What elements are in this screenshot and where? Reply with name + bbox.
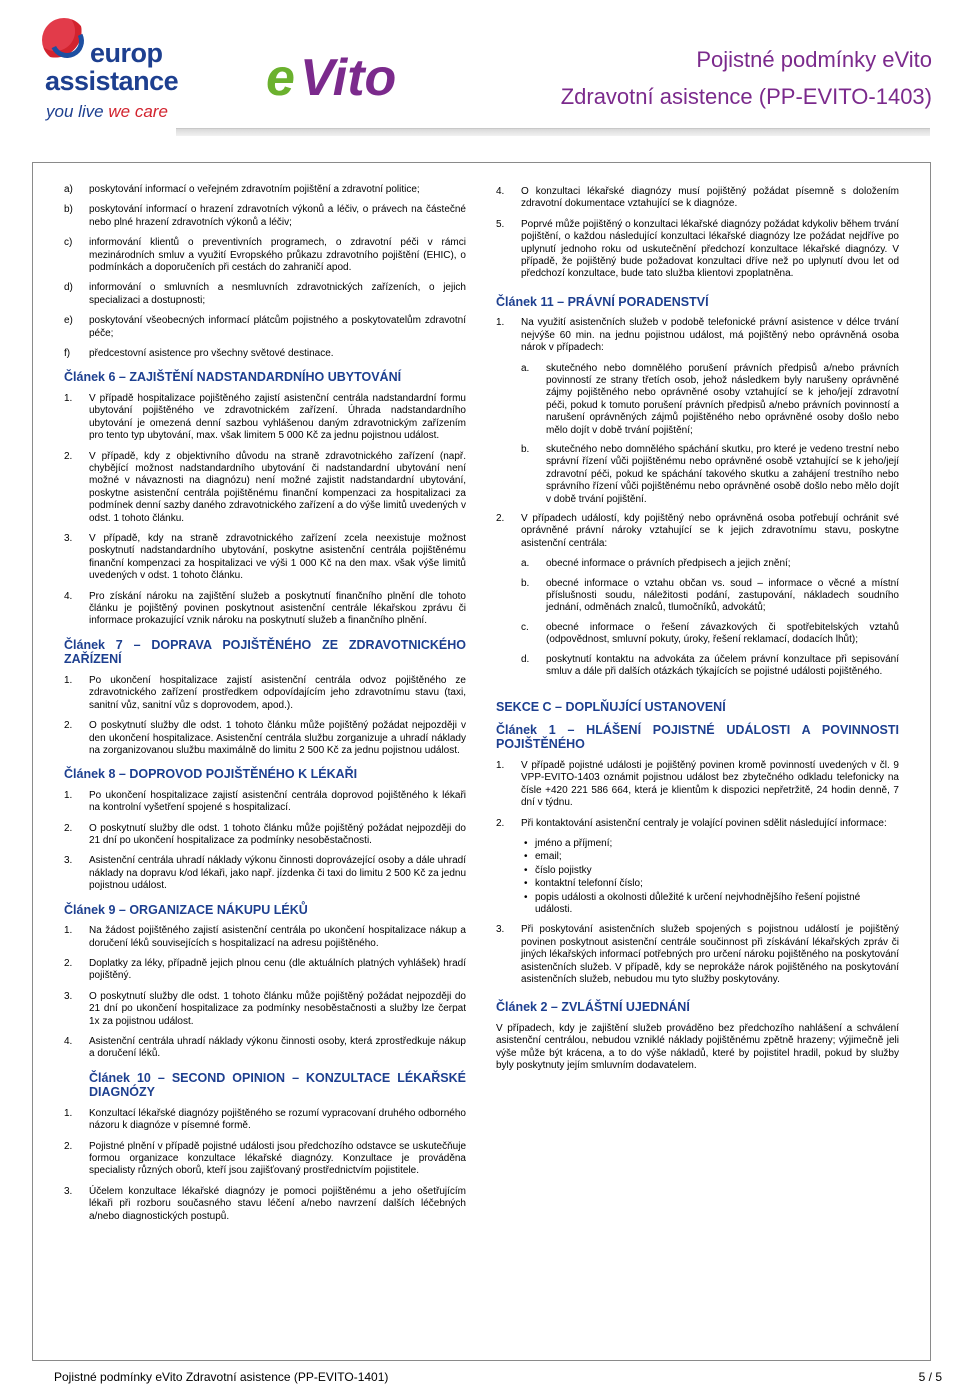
article-10-list bbox=[64, 1108, 466, 1223]
article-6-list bbox=[64, 393, 466, 628]
europ-assistance-logo bbox=[40, 14, 179, 124]
article-8-item bbox=[64, 823, 466, 848]
article-6-item-marker: 1. bbox=[64, 392, 73, 404]
article-6-item bbox=[64, 451, 466, 525]
article-8-list bbox=[64, 790, 466, 893]
article-11-subitem bbox=[521, 558, 899, 570]
article-7-list bbox=[64, 675, 466, 757]
article-6-item-text: V případě, kdy z objektivního důvodu na straně zdravotnického zařízení (např. chybějící možnost nadstandardního ubytování či nadstandardní ubytování není možné v návaznosti na diagnózu) není možné zajistit nadstandardní ubytování, poskytne asistenční centrála pojištěnému finanční kompenzaci za hospitalizaci za podmínek denní sazby daného zdravotnického zařízení a do výše limitů uvedených v odst. 1 tohoto článku. bbox=[89, 450, 466, 524]
bullet-icon: • bbox=[524, 878, 528, 890]
article-8-item-text: Asistenční centrála uhradí náklady výkonu činnosti doprovázející osoby a dále uhradí náklady na dopravu k/od lékaři, jako např. jízdenka či taxi do limitu 2 500 Kč za jednu pojistnou událost. bbox=[89, 855, 466, 892]
intro-item bbox=[64, 237, 466, 274]
footer-page-number: 5 / 5 bbox=[918, 1370, 942, 1384]
logo-word-europ: europ bbox=[90, 38, 163, 68]
article-9-item-marker: 3. bbox=[64, 990, 73, 1002]
c-article-1-point-3: 3. Při poskytování asistenčních služeb spojených s pojistnou událostí je pojištěný povinen poskytnout asistenční centrále součinnost při získávání lékařských zpráv či jiných lékařských informací potřebných pro určení nároku pojištěného na poskytování asistenčních služeb. V případě, kdy se neprokáže nárok pojištěného na poskytování asistenčních služeb, nebudou mu tyto služby poskytovány. bbox=[496, 924, 899, 985]
article-7-heading: Článek 7 – DOPRAVA POJIŠTĚNÉHO ZE ZDRAVOTNICKÉHO ZAŘÍZENÍ bbox=[64, 637, 466, 667]
article-9-item bbox=[64, 1036, 466, 1061]
c-article-1-bullets bbox=[496, 838, 899, 916]
intro-item-text: předcestovní asistence pro všechny světové destinace. bbox=[89, 348, 334, 360]
bullet-icon: • bbox=[524, 864, 528, 876]
bullet-text: číslo pojistky bbox=[535, 864, 592, 876]
article-10-item-marker: 3. bbox=[64, 1185, 73, 1197]
article-8-item-marker: 1. bbox=[64, 789, 73, 801]
article-10-item-marker: 1. bbox=[64, 1107, 73, 1119]
article-11-subitem-text: skutečného nebo domnělého spáchání skutku, pro které je vedeno trestní nebo správní řízení vůči pojištěnému nebo oprávněné osobě vztahující se k jeho/její zdravotní péči, pokud ke spáchání takového skutku a zahájení trestního nebo správního řízení vůči pojištěnému nebo oprávněné osobě došlo nebo mělo dojít v době trvání pojištění. bbox=[546, 444, 899, 505]
article-7-item bbox=[64, 675, 466, 712]
intro-item-text: poskytování všeobecných informací plátcům pojistného a poskytovatelům zdravotní péče; bbox=[89, 315, 466, 339]
article-11-subitem bbox=[521, 363, 899, 437]
article-6-item-marker: 4. bbox=[64, 590, 73, 602]
article-8-item bbox=[64, 855, 466, 892]
article-10-item-marker: 4. bbox=[496, 186, 505, 197]
article-6-item-marker: 3. bbox=[64, 533, 73, 545]
document-title: Pojistné podmínky eVito bbox=[696, 47, 932, 72]
tagline-part-a: you live bbox=[46, 102, 109, 121]
intro-item-marker: d) bbox=[64, 282, 73, 294]
article-10-item-text: O konzultaci lékařské diagnózy musí pojištěný požádat písemně s doložením zdravotní dokumentace vztahující se k diagnóze. bbox=[521, 186, 899, 210]
article-6-item-text: V případě hospitalizace pojištěného zajistí asistenční centrála nadstandardní formu ubytování pojištěného ve zdravotnickém zařízení. Úhrada nadstandardního ubytování je omezená denní sazbou vyhlášenou daným zdravotnickým zařízením pro tento typ ubytování, max. však limitem 5 000 Kč za jednu pojistnou událost. bbox=[89, 392, 466, 442]
document-subtitle: Zdravotní asistence (PP-EVITO-1403) bbox=[560, 84, 932, 109]
article-6-item bbox=[64, 591, 466, 628]
article-11-subitem-marker: d. bbox=[521, 653, 530, 665]
article-10-item bbox=[496, 219, 899, 281]
header-divider bbox=[176, 128, 930, 136]
article-7-item-text: Po ukončení hospitalizace zajistí asistenční centrála odvoz pojištěného ze zdravotnického zařízení prostředkem odpovídajícím jeho zdravotnímu stavu (taxi, sanitní vůz, sanitní vůz s doprovodem, apod.). bbox=[89, 674, 466, 711]
intro-item bbox=[64, 348, 466, 360]
article-9-item-marker: 4. bbox=[64, 1036, 73, 1047]
intro-item-marker: f) bbox=[64, 348, 71, 360]
article-9-item-marker: 1. bbox=[64, 925, 73, 937]
article-11-point-2-text: V případech událostí, kdy pojištěný nebo oprávněná osoba potřebují ochránit své oprávněné právní nároky vztahující se k jejich zdravotnímu stavu, poskytne asistenční centrála: bbox=[521, 513, 899, 549]
bullet-icon: • bbox=[524, 891, 528, 903]
article-10-item-text: Poprvé může pojištěný o konzultaci lékařské diagnózy požádat kdykoliv během trvání pojištění, o každou následující konzultaci lékařské diagnózy lze požádat nejdříve po uplynutí jednoho roku od uskutečnění předchozí konzultace lékařské diagnózy. V případě, že pojištěný bude požadovat konzultaci dříve než po uplynutí dvou let od předchozí konzultace, bude tato služba klientovi zpoplatněna. bbox=[521, 218, 899, 280]
article-9-item-text: Na žádost pojištěného zajistí asistenční centrála po ukončení hospitalizace nákup a doručení léků souvisejících s hospitalizací na adresu pojištěného. bbox=[89, 925, 466, 949]
article-7-item bbox=[64, 720, 466, 757]
article-11-heading: Článek 11 – PRÁVNÍ PORADENSTVÍ bbox=[496, 294, 709, 309]
bullet-text: jméno a příjmení; bbox=[535, 837, 613, 849]
article-11-subitem-marker: b. bbox=[521, 577, 530, 589]
footer-document-name: Pojistné podmínky eVito Zdravotní asistence (PP-EVITO-1401) bbox=[54, 1370, 389, 1384]
intro-list bbox=[64, 184, 466, 360]
evito-logo-rest: Vito bbox=[300, 49, 397, 107]
article-10-item-text: Konzultací lékařské diagnózy pojištěného se rozumí vypracovaní druhého odborného názoru k diagnóze v písemné formě. bbox=[89, 1107, 466, 1132]
article-11-subitem-marker: a. bbox=[521, 362, 530, 374]
bullet-item bbox=[496, 838, 899, 850]
intro-item-text: poskytování informací o veřejném zdravotním pojištění a zdravotní politice; bbox=[89, 184, 420, 195]
evito-logo-e: e bbox=[266, 49, 295, 107]
article-10-continued-list bbox=[496, 186, 899, 281]
logo-tagline bbox=[46, 102, 168, 122]
article-6-item bbox=[64, 533, 466, 583]
article-9-list bbox=[64, 925, 466, 1061]
article-9-heading: Článek 9 – ORGANIZACE NÁKUPU LÉKŮ bbox=[64, 902, 308, 917]
article-8-item-text: Po ukončení hospitalizace zajistí asistenční centrála doprovod pojištěného k lékaři na kontrolní vyšetření spojené s hospitalizací. bbox=[89, 789, 466, 814]
article-11-point-2-sublist bbox=[496, 558, 899, 678]
article-10-item-text: Pojistné plnění v případě pojistné události jsou předchozího odstavce se uskutečňuje formou organizace konzultace lékařské diagnózy. Konzultace je prováděna specialisty různých oborů, kteří jsou zajišťovaný prostřednictvím pojistitele. bbox=[89, 1140, 466, 1177]
article-10-item-marker: 5. bbox=[496, 218, 505, 230]
article-9-item-text: Doplatky za léky, případně jejich plnou cenu (dle aktuálních platných vyhlášek) hradí pojištěný. bbox=[89, 957, 466, 982]
article-11-subitem-text: obecné informace o právních předpisech a jejich znění; bbox=[546, 558, 791, 570]
article-11-subitem bbox=[521, 654, 899, 679]
article-11-subitem bbox=[521, 444, 899, 506]
evito-logo bbox=[266, 38, 396, 108]
article-11-subitem-text: poskytnutí kontaktu na advokáta za účelem právní konzultace při sepisování smluv a dále při dalších otázkách týkajících se pojistné události pojištěného. bbox=[546, 653, 899, 678]
article-7-item-marker: 2. bbox=[64, 720, 73, 732]
article-11-subitem bbox=[521, 578, 899, 615]
article-9-item-text: O poskytnutí služby dle odst. 1 tohoto článku může pojištěný požádat nejpozději do 21 dní po ukončení hospitalizace za podmínky nesoběstačnosti a služby lze čerpat 1x za pojistnou událost. bbox=[89, 990, 466, 1027]
c-article-2-heading: Článek 2 – ZVLÁŠTNÍ UJEDNÁNÍ bbox=[496, 1000, 690, 1015]
article-6-item-text: Pro získání nároku na zajištění služeb a poskytnutí finančního plnění dle tohoto článku je pojištěný povinen poskytnout asistenční centrále lékařskou zprávu či informace prokazující vznik nároku na poskytnutí služeb a finančního plnění. bbox=[89, 590, 466, 627]
article-9-item bbox=[64, 925, 466, 950]
article-11-subitem bbox=[521, 622, 899, 647]
bullet-item bbox=[496, 878, 899, 890]
article-8-heading: Článek 8 – DOPROVOD POJIŠTĚNÉHO K LÉKAŘI bbox=[64, 767, 358, 782]
bullet-text: popis události a okolnosti důležité k určení nejvhodnějšího řešení pojistné události. bbox=[535, 891, 861, 915]
article-11-subitem-marker: c. bbox=[521, 621, 529, 633]
article-7-item-marker: 1. bbox=[64, 674, 73, 686]
c-article-1-point-3-text: Při poskytování asistenčních služeb spojených s pojistnou událostí je pojištěný povinen poskytnout asistenční centrále součinnost při získávání lékařských zpráv či jiných lékařských informací potřebných pro určení nároku pojištěného na poskytování asistenčních služeb. V případě, kdy se neprokáže nárok pojištěného na poskytování asistenčních služeb, nebudou mu tyto služby poskytovány. bbox=[521, 924, 899, 985]
article-6-item bbox=[64, 393, 466, 443]
intro-item-marker: c) bbox=[64, 237, 73, 249]
intro-item-marker: b) bbox=[64, 204, 73, 216]
bullet-icon: • bbox=[524, 837, 528, 849]
c-article-1-point-1: 1. V případě pojistné události je pojištěný povinen kromě povinností uvedených v čl. 9 VPP-EVITO-1403 oznámit pojistnou událost bez zbytečného odkladu telefonicky na čísle +420 221 586 664, která je klientům k dispozici nepřetržitě, 24 hodin denně, 7 dní v týdnu. bbox=[496, 759, 899, 809]
page-header bbox=[0, 0, 960, 150]
article-6-item-text: V případě, kdy na straně zdravotnického zařízení zcela neexistuje možnost poskytnutí nadstandardního ubytování, poskytne asistenční centrála pojištěnému finanční kompenzaci za hospitalizaci ve výši 1 000 Kč na den max. však výše limitů uvedených v odst. 1 tohoto článku. bbox=[89, 533, 466, 582]
article-10-item-text: Účelem konzultace lékařské diagnózy je pomoci pojištěnému a jeho ošetřujícím lékaři při rozboru současného stavu léčení a/nebo navrzení dalších léčebných a/nebo diagnostických postupů. bbox=[89, 1185, 466, 1222]
intro-item-marker: a) bbox=[64, 184, 73, 195]
logo-word-assistance: assistance bbox=[45, 66, 179, 96]
tagline-part-b: we care bbox=[108, 102, 168, 121]
article-11-point-1: 1. Na využití asistenčních služeb v podobě telefonické právní asistence v délce trvání nejvýše 60 min. na jednu pojistnou událost, má pojištěný nebo oprávněná osoba nárok v případech: bbox=[496, 317, 899, 354]
article-8-item-marker: 2. bbox=[64, 822, 73, 834]
article-9-item-text: Asistenční centrála uhradí náklady výkonu činnosti osoby, která zprostředkuje nákup a doručení léků. bbox=[89, 1036, 466, 1060]
intro-item bbox=[64, 204, 466, 229]
article-10-item bbox=[64, 1141, 466, 1178]
bullet-text: kontaktní telefonní číslo; bbox=[535, 878, 643, 890]
left-column bbox=[64, 184, 466, 1231]
article-11-subitem-marker: a. bbox=[521, 558, 530, 570]
c-article-1-point-2-text: Při kontaktování asistenční centraly je volající povinen sdělit následující informace: bbox=[521, 817, 887, 829]
article-9-item-marker: 2. bbox=[64, 957, 73, 969]
article-6-item-marker: 2. bbox=[64, 450, 73, 462]
article-10-item-marker: 2. bbox=[64, 1140, 73, 1152]
bullet-item bbox=[496, 865, 899, 877]
c-article-1-heading: Článek 1 – HLÁŠENÍ POJISTNÉ UDÁLOSTI A POVINNOSTI POJIŠTĚNÉHO bbox=[496, 722, 899, 752]
article-11-subitem-text: obecné informace o vztahu občan vs. soud – informace o věcné a místní příslušnosti soudu, náležitosti podání, zastupování, nákladech soudního jednání, odměnách znalců, tlumočníků, advokátů; bbox=[546, 577, 899, 614]
article-9-item bbox=[64, 958, 466, 983]
article-11-point-2: 2. V případech událostí, kdy pojištěný nebo oprávněná osoba potřebují ochránit své oprávněné právní nároky vztahující se k jejich zdravotnímu stavu, poskytne asistenční centrála: bbox=[496, 513, 899, 549]
article-9-item bbox=[64, 991, 466, 1028]
article-11-point-1-text: Na využití asistenčních služeb v podobě telefonické právní asistence v délce trvání nejvýše 60 min. na jednu pojistnou událost, má pojištěný nebo oprávněná osoba nárok v případech: bbox=[521, 317, 899, 354]
article-6-heading: Článek 6 – ZAJIŠTĚNÍ NADSTANDARDNÍHO UBYTOVÁNÍ bbox=[64, 370, 402, 385]
bullet-icon: • bbox=[524, 851, 528, 863]
intro-item-marker: e) bbox=[64, 315, 73, 327]
section-c-heading: SEKCE C – DOPLŇUJÍCÍ USTANOVENÍ bbox=[496, 699, 726, 714]
article-8-item bbox=[64, 790, 466, 815]
intro-item-text: informování o smluvních a nesmluvních zdravotnických zařízeních, o jejich specializaci a dostupnosti; bbox=[89, 282, 466, 306]
right-column bbox=[496, 186, 899, 1073]
article-11-subitem-marker: b. bbox=[521, 444, 530, 455]
bullet-text: email; bbox=[535, 851, 562, 863]
article-11-subitem-text: obecné informace o řešení závazkových či spotřebitelských vztahů (odpovědnost, smluvní pokuty, úroky, řešení reklamací, dodacích lhůt); bbox=[546, 621, 899, 646]
intro-item bbox=[64, 315, 466, 340]
article-10-item bbox=[64, 1186, 466, 1223]
intro-item bbox=[64, 282, 466, 307]
article-8-item-marker: 3. bbox=[64, 855, 73, 867]
c-article-2-text: V případech, kdy je zajištění služeb prováděno bez předchozího nahlášení a schválení asistenční centrálou, nebudou vzniklé náklady pojištěnému zpětně hrazeny; výjimečně jeli výše může být krácena, a to do výše nákladů, které by pojistitel hradil, pokud by služby byly poskytnuty jejím smluvním dodavatelem. bbox=[496, 1022, 899, 1072]
article-8-item-text: O poskytnutí služby dle odst. 1 tohoto článku může pojištěný požádat nejpozději do 21 dní po ukončení hospitalizace za podmínky nesoběstačnosti. bbox=[89, 822, 466, 847]
article-10-item bbox=[496, 186, 899, 211]
intro-item-text: poskytování informací o hrazení zdravotních výkonů a léčiv, o právech na částečné nebo plné hrazení zdravotních výkonů a léčiv; bbox=[89, 204, 466, 228]
article-10-item bbox=[64, 1108, 466, 1133]
article-11-subitem-text: skutečného nebo domnělého porušení právních předpisů a/nebo právních povinností ze strany třetích osob, jehož následkem byly narušeny oprávněné zájmy pojištěného nebo oprávněné osoby vztahující se k jeho/její zdravotní péči, pokud k tomuto porušení právních předpisů a/nebo právních povinností a narušení oprávněných zájmů pojištěného nebo oprávněné osoby došlo nebo mělo dojít v době trvání pojištění; bbox=[546, 362, 899, 436]
article-7-item-text: O poskytnutí služby dle odst. 1 tohoto článku může pojištěný požádat nejpozději v den ukončení hospitalizace. Asistenční centrála službu zorganizuje a uhradí náklady na zorganizovanou službu maximálně do limitu 2 500 Kč za jednu pojistnou událost. bbox=[89, 720, 466, 756]
c-article-1-point-1-text: V případě pojistné události je pojištěný povinen kromě povinností uvedených v čl. 9 VPP-EVITO-1403 oznámit pojistnou událost bez zbytečného odkladu telefonicky na čísle +420 221 586 664, která je klientům k dispozici nepřetržitě, 24 hodin denně, 7 dní v týdnu. bbox=[521, 759, 899, 809]
article-10-heading: Článek 10 – SECOND OPINION – KONZULTACE LÉKAŘSKÉ DIAGNÓZY bbox=[89, 1070, 466, 1100]
intro-item-text: informování klientů o preventivních programech, o zdravotní péči v rámci mezinárodních smluv a využití Evropského průkazu zdravotního pojištění (EHIC), o podmínkách a doporučeních při cestách do zahraničí apod. bbox=[89, 237, 466, 274]
article-11-point-1-sublist bbox=[496, 363, 899, 506]
c-article-1-point-2: 2. Při kontaktování asistenční centraly je volající povinen sdělit následující informace: bbox=[496, 818, 899, 830]
intro-item bbox=[64, 184, 466, 196]
bullet-item bbox=[496, 892, 899, 917]
bullet-item bbox=[496, 851, 899, 863]
